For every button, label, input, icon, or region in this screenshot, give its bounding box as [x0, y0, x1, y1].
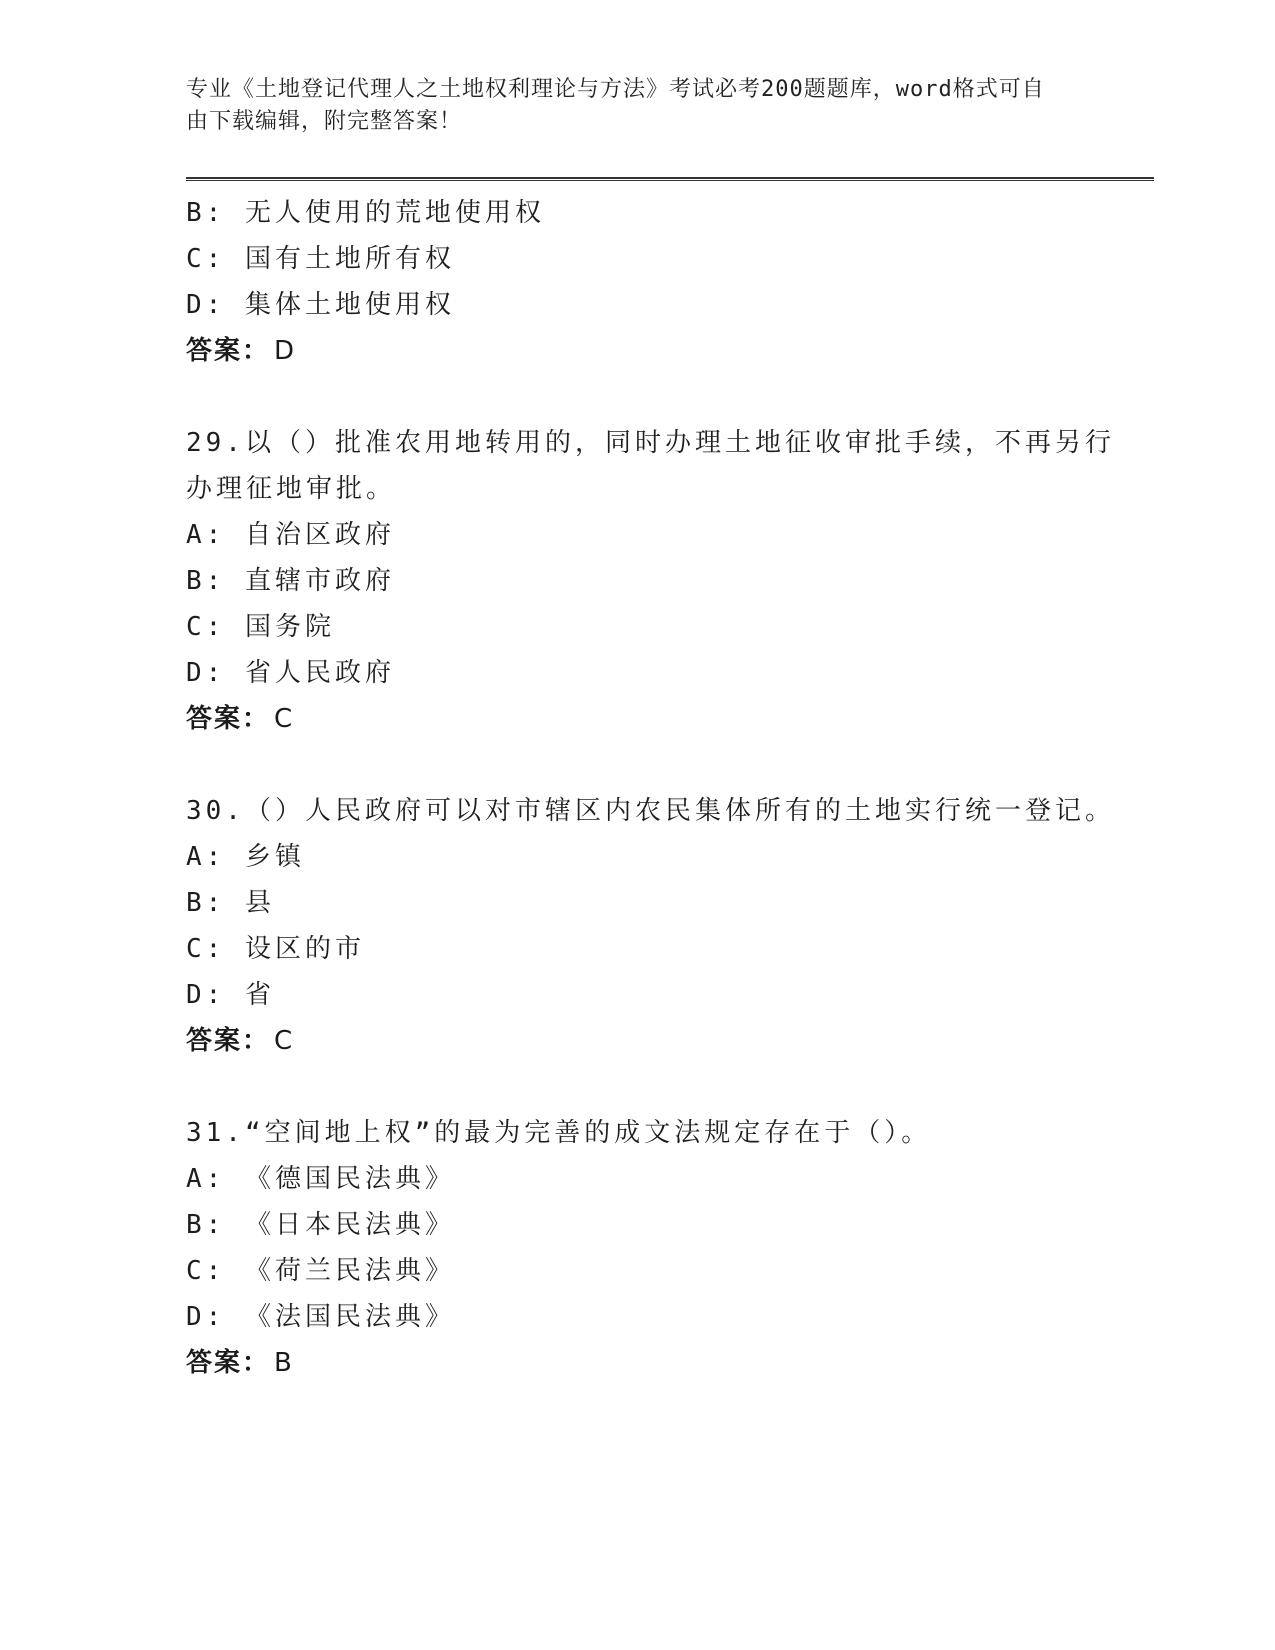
answer-row — [186, 1340, 1116, 1386]
question-list — [186, 190, 1116, 1386]
option-b: B: 《日本民法典》 — [186, 1210, 455, 1240]
option-c: C: 设区的市 — [186, 934, 365, 964]
header-divider — [186, 177, 1154, 181]
option-d: D: 《法国民法典》 — [186, 1302, 455, 1332]
answer-row — [186, 328, 1116, 374]
question-text: 30.（）人民政府可以对市辖区内农民集体所有的土地实行统一登记。 — [186, 796, 1115, 826]
answer-label: 答案： — [186, 336, 271, 366]
option-d: D: 省人民政府 — [186, 658, 395, 688]
answer-label: 答案： — [186, 704, 271, 734]
option-c: C: 《荷兰民法典》 — [186, 1256, 455, 1286]
answer-row — [186, 1018, 1116, 1064]
option-b: B: 无人使用的荒地使用权 — [186, 198, 545, 228]
answer-row — [186, 696, 1116, 742]
question-31 — [186, 1110, 1116, 1386]
page-header — [186, 74, 1066, 138]
option-a: A: 《德国民法典》 — [186, 1164, 455, 1194]
answer-label: 答案： — [186, 1026, 271, 1056]
answer-value: B — [274, 1348, 293, 1378]
option-a: A: 自治区政府 — [186, 520, 395, 550]
option-b: B: 直辖市政府 — [186, 566, 395, 596]
question-29 — [186, 420, 1116, 742]
option-d: D: 省 — [186, 980, 275, 1010]
question-text: 29.以（）批准农用地转用的，同时办理土地征收审批手续，不再另行办理征地审批。 — [186, 428, 1115, 504]
option-d: D: 集体土地使用权 — [186, 290, 455, 320]
option-b: B: 县 — [186, 888, 275, 918]
answer-value: D — [274, 336, 296, 366]
answer-label: 答案： — [186, 1348, 271, 1378]
answer-value: C — [274, 704, 294, 734]
question-text: 31.“空间地上权”的最为完善的成文法规定存在于（）。 — [186, 1118, 932, 1148]
option-a: A: 乡镇 — [186, 842, 305, 872]
answer-value: C — [274, 1026, 294, 1056]
header-text: 专业《土地登记代理人之土地权利理论与方法》考试必考200题题库，word格式可自由下载编辑，附完整答案！ — [186, 77, 1045, 134]
question-30 — [186, 788, 1116, 1064]
carryover-question — [186, 190, 1116, 374]
option-c: C: 国有土地所有权 — [186, 244, 455, 274]
option-c: C: 国务院 — [186, 612, 335, 642]
